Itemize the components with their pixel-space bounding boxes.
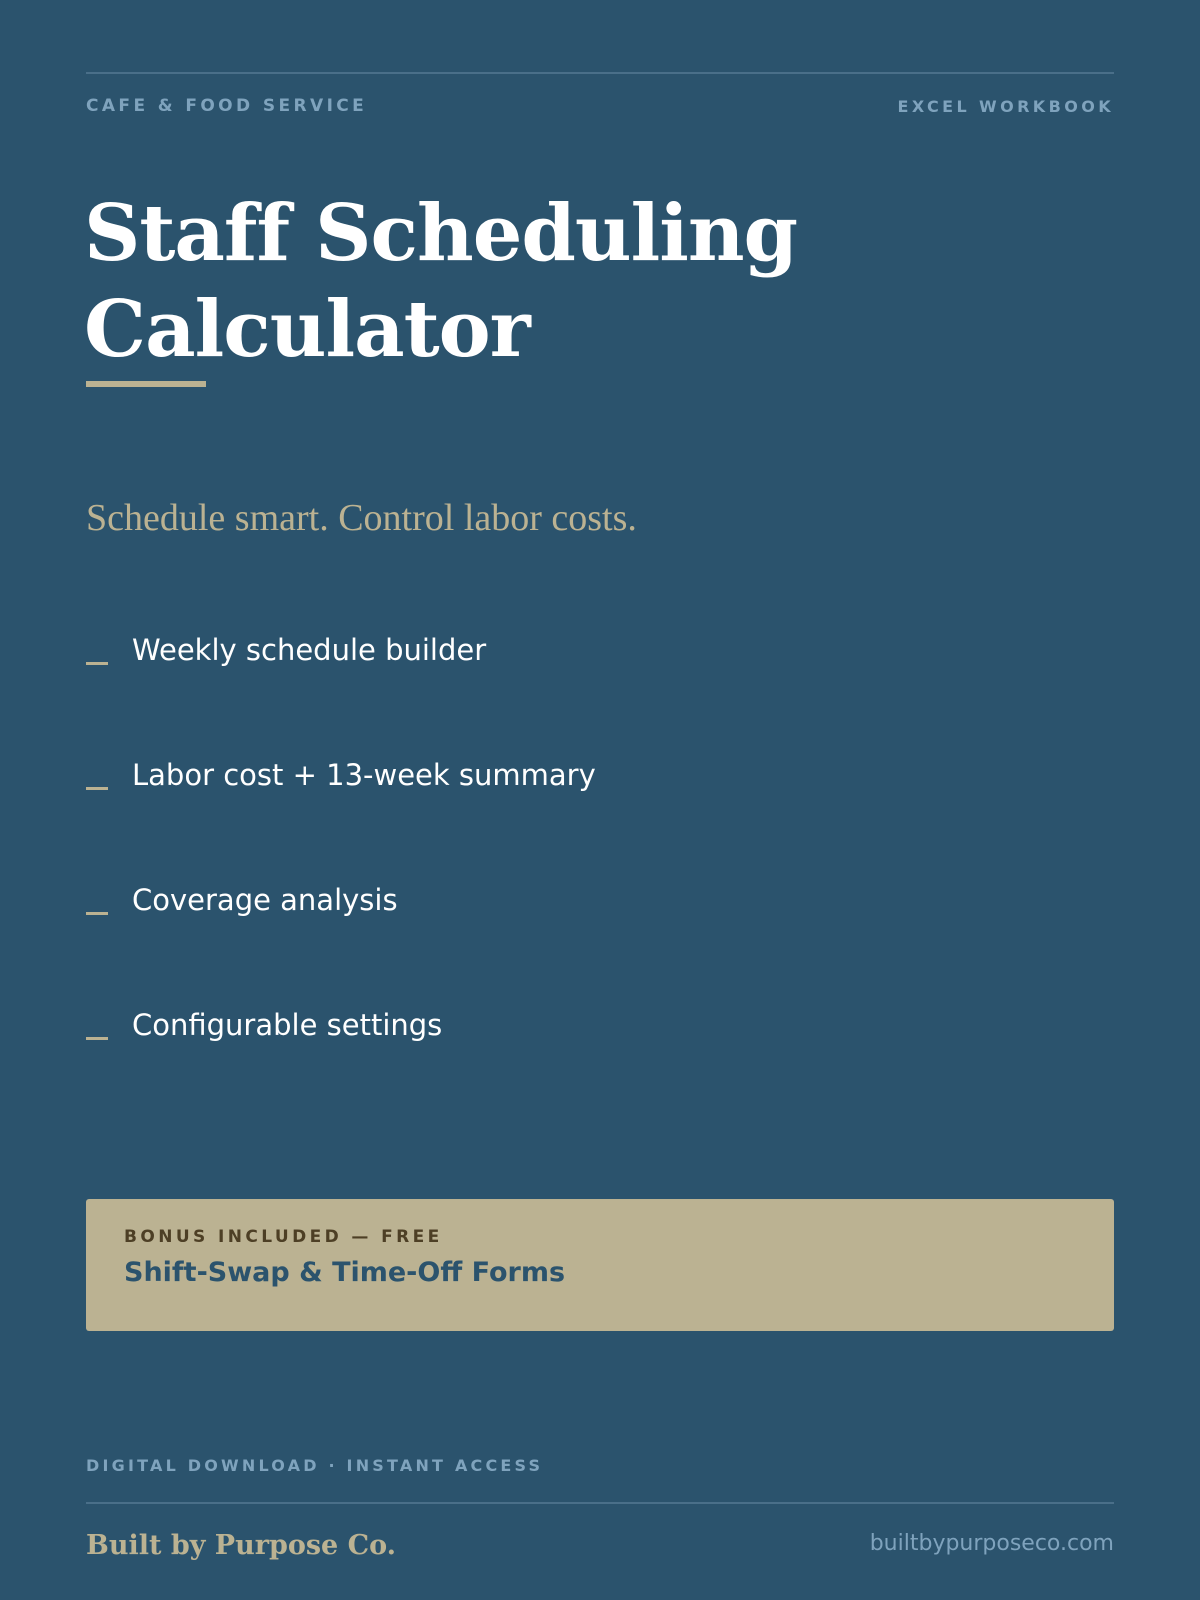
feature-item [86, 630, 986, 755]
dash-bullet-icon [86, 1037, 108, 1040]
feature-label: Coverage analysis [132, 883, 398, 917]
feature-item [86, 880, 986, 1005]
bonus-label: BONUS INCLUDED — FREE [124, 1227, 443, 1247]
dash-bullet-icon [86, 662, 108, 665]
tagline: Schedule smart. Control labor costs. [86, 497, 637, 539]
website-link[interactable]: builtbypurposeco.com [869, 1531, 1114, 1556]
format-label: EXCEL WORKBOOK [897, 97, 1114, 116]
feature-label: Weekly schedule builder [132, 633, 487, 667]
bonus-title: Shift-Swap & Time-Off Forms [124, 1257, 566, 1288]
feature-item [86, 1005, 986, 1130]
feature-label: Configurable settings [132, 1008, 443, 1042]
bottom-divider [86, 1502, 1114, 1504]
feature-label: Labor cost + 13-week summary [132, 758, 596, 792]
feature-item [86, 755, 986, 880]
dash-bullet-icon [86, 912, 108, 915]
top-divider [86, 72, 1114, 74]
title-accent-underline [86, 381, 206, 387]
title-line-1: Staff Scheduling [84, 188, 798, 279]
delivery-note: DIGITAL DOWNLOAD · INSTANT ACCESS [86, 1456, 544, 1475]
title-line-2: Calculator [84, 284, 530, 375]
dash-bullet-icon [86, 787, 108, 790]
bonus-banner [86, 1199, 1114, 1331]
feature-list [86, 630, 986, 1130]
page-title [84, 186, 984, 378]
brand-name: Built by Purpose Co. [86, 1530, 397, 1561]
category-label: CAFE & FOOD SERVICE [86, 96, 368, 116]
